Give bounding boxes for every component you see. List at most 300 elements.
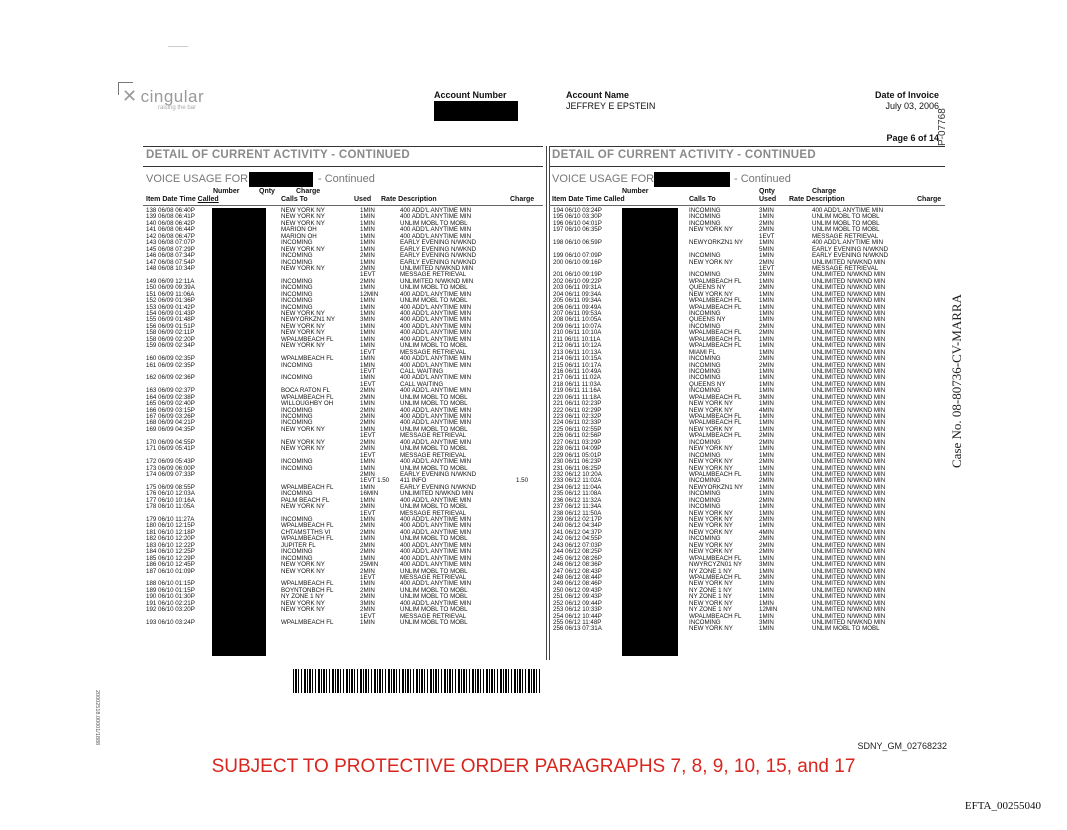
call-row xyxy=(146,620,542,626)
call-item-date-time: 220 06/11 11:18A xyxy=(553,393,601,401)
call-used: 1MIN xyxy=(759,335,774,343)
left-hdr-item: Item Date Time Called xyxy=(146,196,219,203)
protective-order-notice: SUBJECT TO PROTECTIVE ORDER PARAGRAPHS 7, 8, 9, 10, 15, and 17 xyxy=(211,756,856,777)
call-destination: WPALMBEACH FL xyxy=(281,393,334,401)
call-rate-description: UNLIMITED N/WKND MIN xyxy=(812,619,886,626)
call-destination: NEW YORK NY xyxy=(689,425,733,433)
call-rate-description: UNLIMITED N/WKND MIN xyxy=(812,271,886,279)
call-destination: NEW YORK NY xyxy=(281,567,325,575)
call-used: 2MIN xyxy=(759,219,774,227)
call-destination: INCOMING xyxy=(281,464,313,472)
call-used: 1MIN xyxy=(360,219,375,227)
call-rate-description: 400 ADD'L ANYTIME MIN xyxy=(400,528,472,536)
call-used: 2MIN xyxy=(759,355,774,363)
call-destination: NEW YORK NY xyxy=(689,516,733,523)
call-item-date-time: 192 06/10 03:20P xyxy=(146,606,195,614)
call-destination: WPALMBEACH FL xyxy=(281,522,334,530)
right-hdr-number: Number xyxy=(622,188,649,195)
right-hdr-rate-desc: Rate Description xyxy=(789,196,845,203)
call-rate-description: 400 ADD'L ANYTIME MIN xyxy=(400,561,472,569)
call-item-date-time: 234 06/12 11:04A xyxy=(553,483,602,491)
call-item-date-time: 238 06/12 11:50A xyxy=(553,509,602,517)
call-item-date-time: 165 06/09 02:40P xyxy=(146,400,195,408)
call-used: 1MIN xyxy=(759,239,774,247)
call-used: 1MIN xyxy=(360,361,375,369)
call-rate-description: UNLIM MOBL TO MOBL xyxy=(812,625,880,633)
call-rate-description: UNLIMITED N/WKND MIN xyxy=(812,516,886,523)
call-destination: JUPITER FL xyxy=(281,541,316,549)
call-rate-description: 400 ADD'L ANYTIME MIN xyxy=(400,316,472,324)
call-item-date-time: 174 06/09 07:33P xyxy=(146,470,195,478)
call-used: 1MIN xyxy=(759,445,774,453)
call-rate-description: UNLIMITED N/WKND MIN xyxy=(812,400,886,408)
call-item-date-time: 223 06/11 02:32P xyxy=(553,413,602,420)
call-item-date-time: 200 06/10 09:16P xyxy=(553,258,602,266)
call-rate-description: UNLIM MOBL TO MOBL xyxy=(400,393,468,401)
call-destination: INCOMING xyxy=(689,619,721,626)
call-used: 1EVT xyxy=(759,264,775,272)
call-destination: NEW YORK NY xyxy=(689,464,733,472)
call-rate-description: UNLIMITED N/WKND MIN xyxy=(812,573,886,581)
call-destination: WPALMBEACH FL xyxy=(689,470,742,478)
call-rate-description: EARLY EVENING N/WKND xyxy=(812,245,889,253)
call-item-date-time: 154 06/09 01:43P xyxy=(146,310,195,317)
call-used: 2MIN xyxy=(360,413,375,420)
call-item-date-time: 201 06/10 09:19P xyxy=(553,271,602,279)
call-destination: CHTAMSTTHS VI xyxy=(281,528,331,536)
call-rate-description: UNLIMITED N/WKND MIN xyxy=(812,322,886,330)
call-destination: NEW YORK NY xyxy=(689,445,733,453)
call-used: 1MIN xyxy=(360,374,375,382)
call-rate-description: UNLIM MOBL TO MOBL xyxy=(400,284,468,292)
call-rate-description: UNLIMITED N/WKND MIN xyxy=(812,548,886,556)
call-item-date-time: 233 06/12 11:02A xyxy=(553,477,602,485)
call-destination: INCOMING xyxy=(281,277,313,285)
call-destination: INCOMING xyxy=(689,271,721,279)
call-item-date-time: 190 06/10 01:30P xyxy=(146,593,195,601)
call-used: 3MIN xyxy=(759,207,774,214)
call-used: 2MIN xyxy=(360,438,375,446)
call-used: 2MIN xyxy=(360,419,375,427)
call-used: 1MIN xyxy=(759,522,774,530)
call-used: 4MIN xyxy=(759,406,774,414)
call-rate-description: 400 ADD'L ANYTIME MIN xyxy=(400,213,472,221)
call-used: 2MIN xyxy=(759,432,774,440)
right-continued: - Continued xyxy=(734,173,791,185)
call-destination: INCOMING xyxy=(689,477,721,485)
left-hdr-charge-top: Charge xyxy=(296,188,321,195)
call-used: 25MIN xyxy=(360,561,379,569)
call-destination: NEW YORK NY xyxy=(689,458,733,466)
left-top-rule xyxy=(143,146,543,147)
call-used: 4MIN xyxy=(759,528,774,536)
call-used: 1MIN xyxy=(759,580,774,588)
cingular-x-icon: ✕ xyxy=(122,86,138,106)
call-destination: QUEENS NY xyxy=(689,380,726,388)
call-item-date-time: 158 06/09 02:11P xyxy=(146,329,195,337)
call-used: 1EVT xyxy=(360,380,376,388)
call-destination: NY ZONE 1 NY xyxy=(281,593,324,601)
top-mark xyxy=(168,46,188,47)
invoice-date: July 03, 2006 xyxy=(885,101,939,111)
call-used: 2MIN xyxy=(360,387,375,395)
call-rate-description: UNLIM MOBL TO MOBL xyxy=(400,342,468,350)
call-item-date-time: 141 06/08 06:44P xyxy=(146,226,195,234)
call-rate-description: 400 ADD'L ANYTIME MIN xyxy=(400,413,472,420)
call-destination: NY ZONE 1 NY xyxy=(689,606,732,614)
call-used: 1MIN xyxy=(759,297,774,305)
call-item-date-time: 193 06/10 03:24P xyxy=(146,619,195,626)
call-rate-description: UNLIMITED N/WKND MIN xyxy=(812,387,886,395)
call-rate-description: UNLIMITED N/WKND MIN xyxy=(812,335,886,343)
call-used: 1MIN xyxy=(759,290,774,298)
call-destination: NEW YORK NY xyxy=(689,400,733,408)
call-used: 2MIN xyxy=(360,541,375,549)
call-used: 2MIN xyxy=(360,593,375,601)
call-item-date-time: 237 06/12 11:34A xyxy=(553,503,602,511)
call-destination: NEW YORK NY xyxy=(689,290,733,298)
call-item-date-time: 245 06/12 08:26P xyxy=(553,554,602,562)
call-destination: INCOMING xyxy=(689,438,721,446)
call-item-date-time: 175 06/09 08:55P xyxy=(146,483,195,491)
call-rate-description: MESSAGE RETRIEVAL xyxy=(400,612,467,620)
call-used: 1MIN xyxy=(360,297,375,305)
call-rate-description: UNLIMITED N/WKND MIN xyxy=(812,393,886,401)
call-used: 1MIN xyxy=(360,483,375,491)
call-item-date-time: 180 06/10 12:15P xyxy=(146,522,195,530)
call-used: 2MIN xyxy=(759,271,774,279)
call-item-date-time: 177 06/10 10:16A xyxy=(146,496,195,504)
call-rate-description: UNLIM MOBL TO MOBL xyxy=(400,445,468,453)
call-rate-description: 400 ADD'L ANYTIME MIN xyxy=(400,580,472,588)
call-used: 1MIN xyxy=(360,580,375,588)
call-used: 1MIN xyxy=(759,303,774,311)
call-used: 1MIN xyxy=(759,400,774,408)
call-destination: NEW YORK NY xyxy=(689,541,733,549)
right-voice-usage: VOICE USAGE FOR xyxy=(552,173,655,185)
call-rate-description: UNLIMITED N/WKND MIN xyxy=(812,367,886,375)
call-rate-description: UNLIMITED N/WKND MIN xyxy=(812,535,886,543)
left-continued: - Continued xyxy=(318,173,375,185)
call-destination: INCOMING xyxy=(689,219,721,227)
call-item-date-time: 161 06/09 02:35P xyxy=(146,361,195,369)
call-used: 2MIN xyxy=(759,322,774,330)
call-rate-description: UNLIM MOBL TO MOBL xyxy=(400,567,468,575)
call-destination: INCOMING xyxy=(281,284,313,292)
call-used: 1MIN xyxy=(759,310,774,317)
call-item-date-time: 231 06/11 06:25P xyxy=(553,464,602,472)
call-item-date-time: 187 06/10 01:09P xyxy=(146,567,195,575)
call-item-date-time: 198 06/10 06:59P xyxy=(553,239,602,247)
call-rate-description: UNLIMITED N/WKND MIN xyxy=(812,361,886,369)
call-rate-description: 400 ADD'L ANYTIME MIN xyxy=(812,239,884,247)
call-item-date-time: 225 06/11 02:55P xyxy=(553,425,602,433)
call-used: 2MIN xyxy=(360,586,375,594)
call-destination: NEW YORK NY xyxy=(689,406,733,414)
call-destination: INCOMING xyxy=(281,303,313,311)
call-item-date-time: 173 06/09 06:00P xyxy=(146,464,195,472)
call-used: 3MIN xyxy=(759,393,774,401)
call-destination: NEW YORK NY xyxy=(689,548,733,556)
call-used: 2MIN xyxy=(360,264,375,272)
call-destination: INCOMING xyxy=(281,516,313,523)
call-used: 1MIN xyxy=(360,213,375,221)
call-item-date-time: 215 06/11 10:17A xyxy=(553,361,602,369)
call-used: 2MIN xyxy=(759,438,774,446)
call-item-date-time: 205 06/11 09:34A xyxy=(553,297,602,305)
case-number: Case No. 08-80736-CV-MARRA xyxy=(949,294,964,468)
call-rate-description: 400 ADD'L ANYTIME MIN xyxy=(400,226,472,234)
call-item-date-time: 252 06/12 09:44P xyxy=(553,599,602,607)
call-destination: INCOMING xyxy=(281,413,313,420)
call-rate-description: EARLY EVENING N/WKND xyxy=(812,252,889,260)
call-used: 3MIN xyxy=(759,561,774,569)
call-item-date-time: 184 06/10 12:25P xyxy=(146,548,195,556)
call-used: 1MIN xyxy=(759,425,774,433)
call-item-date-time: 210 06/11 10:10A xyxy=(553,329,602,337)
call-destination: MARION OH xyxy=(281,226,317,234)
call-destination: WILLOUGHBY OH xyxy=(281,400,334,408)
call-rate-description: UNLIM MOBL TO MOBL xyxy=(400,593,468,601)
account-number-label: Account Number xyxy=(434,90,507,100)
redaction-right-number xyxy=(654,172,730,187)
call-destination: WPALMBEACH FL xyxy=(689,329,742,337)
call-destination: NEW YORK NY xyxy=(281,606,325,614)
call-rate-description: UNLIM MOBL TO MOBL xyxy=(400,619,468,626)
call-item-date-time: 228 06/11 04:09P xyxy=(553,445,602,453)
call-rate-description: UNLIM MOBL TO MOBL xyxy=(400,400,468,408)
call-item-date-time: 186 06/10 12:45P xyxy=(146,561,195,569)
call-used: 1MIN xyxy=(759,464,774,472)
call-item-date-time: 183 06/10 12:22P xyxy=(146,541,195,549)
call-used: 2MIN xyxy=(759,535,774,543)
call-item-date-time: 243 06/12 07:03P xyxy=(553,541,602,549)
call-rate-description: EARLY EVENING N/WKND xyxy=(400,239,477,247)
call-used: 1MIN xyxy=(360,310,375,317)
call-item-date-time: 145 06/08 07:29P xyxy=(146,245,195,253)
call-rate-description: 400 ADD'L ANYTIME MIN xyxy=(400,541,472,549)
call-rate-description: UNLIMITED N/WKND MIN xyxy=(812,290,886,298)
call-item-date-time: 140 06/08 06:42P xyxy=(146,219,195,227)
call-used: 1MIN xyxy=(360,535,375,543)
call-rate-description: UNLIMITED N/WKND MIN xyxy=(812,432,886,440)
call-rate-description: 400 ADD'L ANYTIME MIN xyxy=(400,322,472,330)
call-item-date-time: 148 06/08 10:34P xyxy=(146,264,195,272)
call-row xyxy=(553,626,945,632)
page-number: Page 6 of 14 xyxy=(886,133,939,143)
call-item-date-time: 209 06/11 10:07A xyxy=(553,322,602,330)
right-section-title: DETAIL OF CURRENT ACTIVITY - CONTINUED xyxy=(552,149,816,161)
call-item-date-time: 206 06/11 09:49A xyxy=(553,303,602,311)
call-item-date-time: 204 06/11 09:34A xyxy=(553,290,602,298)
call-used: 1EVT xyxy=(360,367,376,375)
call-item-date-time: 251 06/12 09:43P xyxy=(553,593,602,601)
call-item-date-time: 188 06/10 01:15P xyxy=(146,580,195,588)
call-rate-description: UNLIMITED N/WKND MIN xyxy=(812,406,886,414)
call-used: 1MIN xyxy=(759,554,774,562)
call-item-date-time: 196 06/10 04:01P xyxy=(553,219,602,227)
call-rate-description: UNLIM MOBL TO MOBL xyxy=(400,464,468,472)
call-used: 2MIN xyxy=(759,477,774,485)
call-used: 2MIN xyxy=(759,284,774,292)
call-rate-description: 400 ADD'L ANYTIME MIN xyxy=(812,207,884,214)
call-item-date-time: 153 06/09 01:42P xyxy=(146,303,195,311)
call-rate-description: MESSAGE RETRIEVAL xyxy=(400,432,467,440)
call-used: 1MIN xyxy=(759,509,774,517)
call-used: 1MIN xyxy=(360,232,375,240)
account-name-label: Account Name xyxy=(566,90,630,100)
call-destination: MIAMI FL xyxy=(689,348,716,356)
right-call-list xyxy=(553,208,945,633)
call-rate-description: UNLIM MOBL TO MOBL xyxy=(400,425,468,433)
call-item-date-time: 143 06/08 07:07P xyxy=(146,239,195,247)
call-item-date-time: 229 06/11 05:01P xyxy=(553,451,602,459)
right-hdr-callsto: Calls To xyxy=(689,196,716,203)
call-rate-description: UNLIMITED N/WKND MIN xyxy=(812,561,886,569)
call-item-date-time: 199 06/10 07:09P xyxy=(553,252,602,260)
call-rate-description: MESSAGE RETRIEVAL xyxy=(812,232,879,240)
call-rate-description: UNLIM MOBL TO MOBL xyxy=(400,606,468,614)
call-used: 1EVT xyxy=(360,451,376,459)
call-used: 16MIN xyxy=(360,490,379,498)
call-rate-description: UNLIM MOBL TO MOBL xyxy=(812,219,880,227)
call-item-date-time: 189 06/10 01:15P xyxy=(146,586,195,594)
call-rate-description: 400 ADD'L ANYTIME MIN xyxy=(400,207,472,214)
call-rate-description: UNLIMITED N/WKND MIN xyxy=(812,593,886,601)
call-used: 1EVT 1.50 xyxy=(360,477,390,485)
call-item-date-time: 167 06/09 03:26P xyxy=(146,413,195,420)
call-used: 1EVT xyxy=(360,573,376,581)
call-destination: INCOMING xyxy=(689,322,721,330)
logo-tagline: raising the bar xyxy=(158,105,197,111)
call-rate-description: 400 ADD'L ANYTIME MIN xyxy=(400,355,472,363)
call-rate-description: UNLIMITED N/WKND MIN xyxy=(812,380,886,388)
call-item-date-time: 224 06/11 02:33P xyxy=(553,419,602,427)
call-destination: NEW YORK NY xyxy=(281,342,325,350)
left-hdr-number: Number xyxy=(213,188,240,195)
call-item-date-time: 202 06/10 09:22P xyxy=(553,277,602,285)
call-rate-description: 400 ADD'L ANYTIME MIN xyxy=(400,335,472,343)
call-rate-description: 411 INFO xyxy=(400,477,427,485)
call-rate-description: UNLIM MOBL TO MOBL xyxy=(400,503,468,511)
call-used: 12MIN xyxy=(360,290,379,298)
call-rate-description: 400 ADD'L ANYTIME MIN xyxy=(400,406,472,414)
call-item-date-time: 212 06/11 10:12A xyxy=(553,342,602,350)
efta-number: EFTA_00255040 xyxy=(964,800,1041,812)
call-item-date-time: 169 06/09 04:35P xyxy=(146,425,195,433)
call-destination: NEWYORKZN1 NY xyxy=(281,316,335,324)
call-item-date-time: 248 06/12 08:44P xyxy=(553,573,602,581)
call-rate-description: MESSAGE RETRIEVAL xyxy=(400,451,467,459)
call-used: 1MIN xyxy=(759,483,774,491)
call-rate-description: 400 ADD'L ANYTIME MIN xyxy=(400,387,472,395)
call-destination: NEW YORK NY xyxy=(281,329,325,337)
column-divider xyxy=(546,146,547,660)
call-item-date-time: 218 06/11 11:03A xyxy=(553,380,601,388)
call-destination: NEWYORKZN1 NY xyxy=(689,483,743,491)
call-rate-description: UNLIM MOBL TO MOBL xyxy=(400,586,468,594)
call-item-date-time: 162 06/09 02:36P xyxy=(146,374,195,382)
call-item-date-time: 242 06/12 04:55P xyxy=(553,535,602,543)
call-item-date-time: 240 06/12 04:34P xyxy=(553,522,602,530)
call-rate-description: UNLIMITED N/WKND MIN xyxy=(812,477,886,485)
call-destination: INCOMING xyxy=(281,458,313,466)
call-destination: NEW YORK NY xyxy=(281,438,325,446)
call-destination: INCOMING xyxy=(281,361,313,369)
call-used: 2MIN xyxy=(360,522,375,530)
call-rate-description: UNLIMITED N/WKND MIN xyxy=(812,541,886,549)
call-destination: INCOMING xyxy=(689,367,721,375)
call-item-date-time: 139 06/08 06:41P xyxy=(146,213,195,221)
left-section-title: DETAIL OF CURRENT ACTIVITY - CONTINUED xyxy=(146,149,410,161)
call-used: 2MIN xyxy=(759,516,774,523)
call-rate-description: UNLIMITED N/WKND MIN xyxy=(812,258,886,266)
call-destination: NEW YORK NY xyxy=(281,322,325,330)
call-rate-description: UNLIMITED N/WKND MIN xyxy=(812,503,886,511)
call-rate-description: EARLY EVENING N/WKND xyxy=(400,483,477,491)
call-used: 1MIN xyxy=(759,380,774,388)
call-rate-description: UNLIMITED N/WKND MIN xyxy=(812,419,886,427)
call-used: 1MIN xyxy=(759,277,774,285)
right-top-rule xyxy=(549,146,945,147)
call-item-date-time: 159 06/09 02:34P xyxy=(146,342,195,350)
call-rate-description: UNLIMITED N/WKND MIN xyxy=(812,490,886,498)
call-item-date-time: 156 06/09 01:51P xyxy=(146,322,195,330)
call-rate-description: EARLY EVENING N/WKND xyxy=(400,252,477,260)
call-rate-description: 400 ADD'L ANYTIME MIN xyxy=(400,361,472,369)
call-rate-description: UNLIMITED N/WKND MIN xyxy=(812,599,886,607)
redaction-left-number xyxy=(249,172,313,187)
call-used: 3MIN xyxy=(360,316,375,324)
call-used: 1MIN xyxy=(360,322,375,330)
call-destination: NEW YORK NY xyxy=(281,503,325,511)
call-used: 2MIN xyxy=(360,503,375,511)
call-used: 2MIN xyxy=(360,393,375,401)
call-item-date-time: 185 06/10 12:29P xyxy=(146,554,195,562)
call-rate-description: UNLIMITED N/WKND MIN xyxy=(812,567,886,575)
call-used: 1MIN xyxy=(360,425,375,433)
call-item-date-time: 151 06/09 11:06A xyxy=(146,290,195,298)
call-item-date-time: 171 06/09 05:41P xyxy=(146,445,195,453)
call-destination: NEW YORK NY xyxy=(689,528,733,536)
call-used: 1MIN xyxy=(360,239,375,247)
call-destination: WPALMBEACH FL xyxy=(689,612,742,620)
call-rate-description: UNLIM MOBL TO MOBL xyxy=(812,226,880,234)
call-item-date-time: 163 06/09 02:37P xyxy=(146,387,195,395)
call-item-date-time: 244 06/12 08:25P xyxy=(553,548,602,556)
call-used: 2MIN xyxy=(360,548,375,556)
call-rate-description: EARLY EVENING N/WKND xyxy=(400,245,477,253)
call-used: 2MIN xyxy=(360,606,375,614)
call-item-date-time: 246 06/12 08:36P xyxy=(553,561,602,569)
call-destination: INCOMING xyxy=(689,496,721,504)
call-destination: INCOMING xyxy=(281,554,313,562)
call-rate-description: UNLIM MOBL TO MOBL xyxy=(400,219,468,227)
call-rate-description: UNLIMITED N/WKND MIN xyxy=(812,464,886,472)
call-rate-description: CALL WAITING xyxy=(400,380,444,388)
call-item-date-time: 181 06/10 12:18P xyxy=(146,528,195,536)
call-destination: INCOMING xyxy=(281,290,313,298)
call-used: 1MIN xyxy=(360,284,375,292)
call-destination: WPALMBEACH FL xyxy=(689,303,742,311)
call-rate-description: UNLIMITED N/WKND MIN xyxy=(812,451,886,459)
call-used: 1MIN xyxy=(759,413,774,420)
call-rate-description: UNLIMITED N/WKND MIN xyxy=(812,445,886,453)
call-destination: WPALMBEACH FL xyxy=(689,554,742,562)
call-rate-description: 400 ADD'L ANYTIME MIN xyxy=(400,374,472,382)
call-item-date-time: 216 06/11 10:49A xyxy=(553,367,602,375)
call-rate-description: UNLIM MOBL TO MOBL xyxy=(400,297,468,305)
